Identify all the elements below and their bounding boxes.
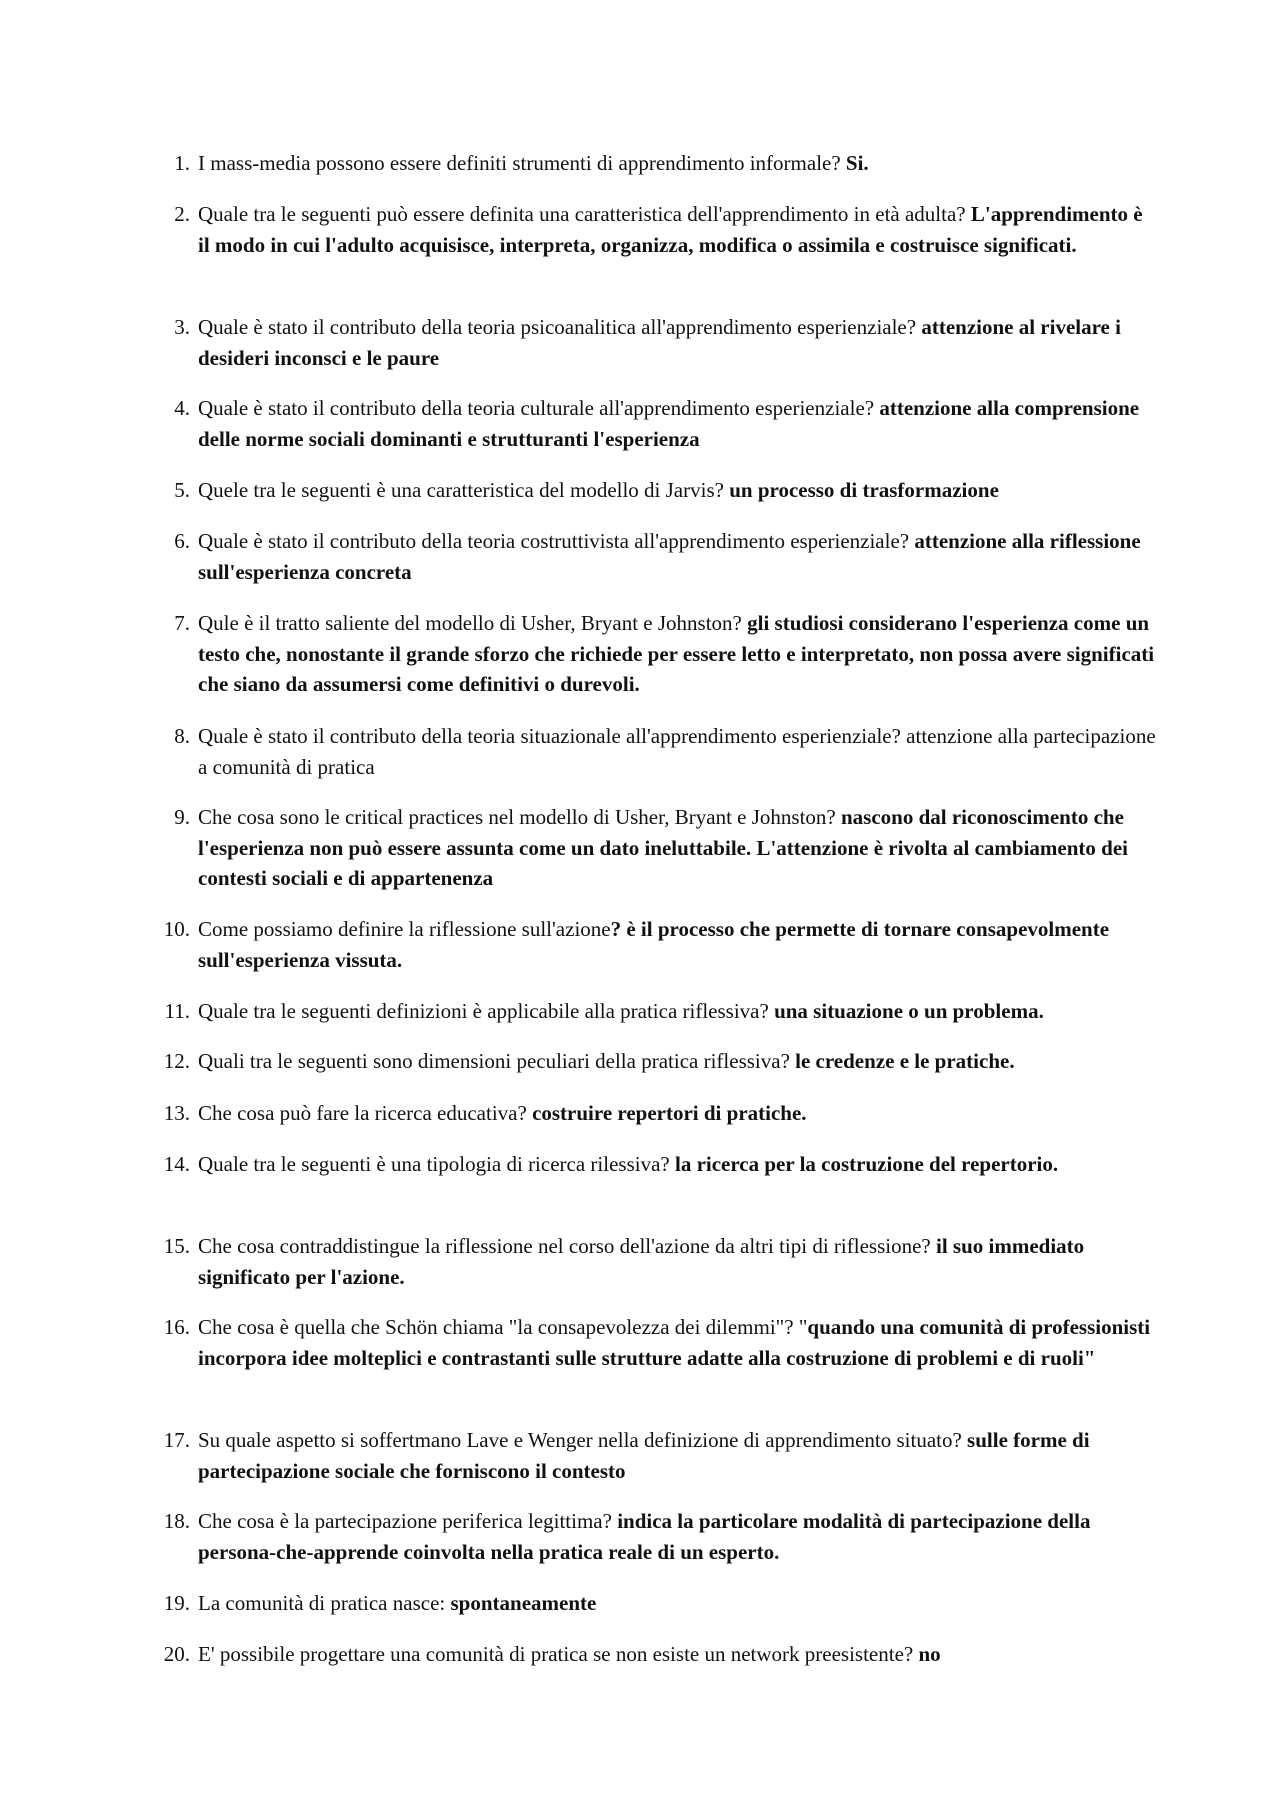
question-text: Quale è stato il contributo della teoria psicoanalitica all'apprendimento esperienziale? xyxy=(198,315,922,339)
item-number: 14. xyxy=(163,1152,190,1176)
answer-text: quando una comunità di professionisti incorpora idee molteplici e contrastanti sulle strutture adatte alla costruzione di problemi e di ruoli" xyxy=(198,1315,1151,1370)
item-number: 12. xyxy=(163,1049,190,1073)
item-text xyxy=(198,1231,1158,1292)
question-text: Quale tra le seguenti può essere definita una caratteristica dell'apprendimento in età adulta? xyxy=(198,202,971,226)
answer-text: il suo immediato significato per l'azione. xyxy=(198,1234,1085,1289)
question-text: Quale tra le seguenti definizioni è applicabile alla pratica riflessiva? xyxy=(198,999,775,1023)
answer-text: un processo di trasformazione xyxy=(729,478,999,502)
question-text: Quale è stato il contributo della teoria culturale all'apprendimento esperienziale? xyxy=(198,396,880,420)
question-text: Che cosa sono le critical practices nel modello di Usher, Bryant e Johnston? xyxy=(198,805,841,829)
item-text xyxy=(198,526,1158,587)
question-text: Come possiamo definire la riflessione sull'azione xyxy=(198,917,611,941)
item-number: 3. xyxy=(174,315,190,339)
item-text xyxy=(198,914,1158,975)
item-text xyxy=(198,1149,1158,1180)
question-text: E' possibile progettare una comunità di pratica se non esiste un network preesistente? xyxy=(198,1642,919,1666)
item-text xyxy=(198,996,1158,1027)
item-text xyxy=(198,1098,1158,1129)
question-text: Qule è il tratto saliente del modello di Usher, Bryant e Johnston? xyxy=(198,611,748,635)
answer-text: spontaneamente xyxy=(450,1591,597,1615)
item-number: 10. xyxy=(163,917,190,941)
item-number: 6. xyxy=(174,529,190,553)
item-text xyxy=(198,608,1158,700)
item-number: 19. xyxy=(163,1591,190,1615)
answer-text: indica la particolare modalità di partecipazione della persona-che-apprende coinvolta nella pratica reale di un esperto. xyxy=(198,1509,1091,1564)
item-text xyxy=(198,393,1158,454)
question-text: Quali tra le seguenti sono dimensioni peculiari della pratica riflessiva? xyxy=(198,1049,796,1073)
item-text xyxy=(198,475,1158,506)
question-text: Che cosa può fare la ricerca educativa? xyxy=(198,1101,533,1125)
item-number: 2. xyxy=(174,202,190,226)
item-text xyxy=(198,312,1158,373)
question-text: Quale è stato il contributo della teoria costruttivista all'apprendimento esperienziale? xyxy=(198,529,915,553)
question-text: Che cosa è quella che Schön chiama "la consapevolezza dei dilemmi"? " xyxy=(198,1315,808,1339)
item-number: 11. xyxy=(164,999,190,1023)
answer-text: costruire repertori di pratiche. xyxy=(532,1101,807,1125)
answer-text: L'apprendimento è il modo in cui l'adulto acquisisce, interpreta, organizza, modifica o assimila e costruisce significati. xyxy=(198,202,1143,257)
answer-text: attenzione al rivelare i desideri inconsci e le paure xyxy=(198,315,1121,370)
question-text: I mass-media possono essere definiti strumenti di apprendimento informale? xyxy=(198,151,846,175)
question-text: Su quale aspetto si soffertmano Lave e Wenger nella definizione di apprendimento situato? xyxy=(198,1428,968,1452)
question-text: Che cosa contraddistingue la riflessione nel corso dell'azione da altri tipi di riflessione? xyxy=(198,1234,936,1258)
item-text xyxy=(198,1639,1158,1670)
answer-text: nascono dal riconoscimento che l'esperienza non può essere assunta come un dato ineluttabile. L'attenzione è rivolta al cambiamento dei contesti sociali e di appartenenza xyxy=(198,805,1128,890)
item-text xyxy=(198,148,1158,179)
item-text xyxy=(198,1312,1158,1373)
item-number: 7. xyxy=(174,611,190,635)
item-number: 4. xyxy=(174,396,190,420)
answer-text: la ricerca per la costruzione del repertorio. xyxy=(674,1152,1059,1176)
answer-text: no xyxy=(918,1642,941,1666)
question-text: La comunità di pratica nasce: xyxy=(198,1591,451,1615)
answer-text: gli studiosi considerano l'esperienza come un testo che, nonostante il grande sforzo che richiede per essere letto e interpretato, non possa avere significati che siano da assumersi come definitivi o durevoli. xyxy=(198,611,1155,696)
answer-text: una situazione o un problema. xyxy=(774,999,1044,1023)
item-number: 15. xyxy=(163,1234,190,1258)
answer-text: Si. xyxy=(845,151,869,175)
item-number: 1. xyxy=(174,151,190,175)
item-text xyxy=(198,199,1158,260)
answer-text: ? è il processo che permette di tornare consapevolmente sull'esperienza vissuta. xyxy=(198,917,1110,972)
item-text xyxy=(198,1506,1158,1567)
item-number: 17. xyxy=(163,1428,190,1452)
item-text xyxy=(198,1588,1158,1619)
item-text xyxy=(198,1425,1158,1486)
item-number: 16. xyxy=(163,1315,190,1339)
item-number: 20. xyxy=(163,1642,190,1666)
item-text xyxy=(198,802,1158,894)
item-number: 8. xyxy=(174,724,190,748)
question-text: Quele tra le seguenti è una caratteristica del modello di Jarvis? xyxy=(198,478,730,502)
item-text xyxy=(198,1046,1158,1077)
item-text xyxy=(198,721,1158,782)
question-text: Che cosa è la partecipazione periferica legittima? xyxy=(198,1509,618,1533)
answer-text: sulle forme di partecipazione sociale che forniscono il contesto xyxy=(198,1428,1090,1483)
question-text: Quale è stato il contributo della teoria situazionale all'apprendimento esperienziale? attenzione alla partecipazione a comunità di pratica xyxy=(198,724,1156,779)
item-number: 18. xyxy=(163,1509,190,1533)
answer-text: attenzione alla comprensione delle norme sociali dominanti e strutturanti l'esperienza xyxy=(198,396,1140,451)
item-number: 5. xyxy=(174,478,190,502)
question-text: Quale tra le seguenti è una tipologia di ricerca rilessiva? xyxy=(198,1152,675,1176)
item-number: 13. xyxy=(163,1101,190,1125)
answer-text: attenzione alla riflessione sull'esperienza concreta xyxy=(198,529,1141,584)
item-number: 9. xyxy=(174,805,190,829)
answer-text: le credenze e le pratiche. xyxy=(795,1049,1015,1073)
